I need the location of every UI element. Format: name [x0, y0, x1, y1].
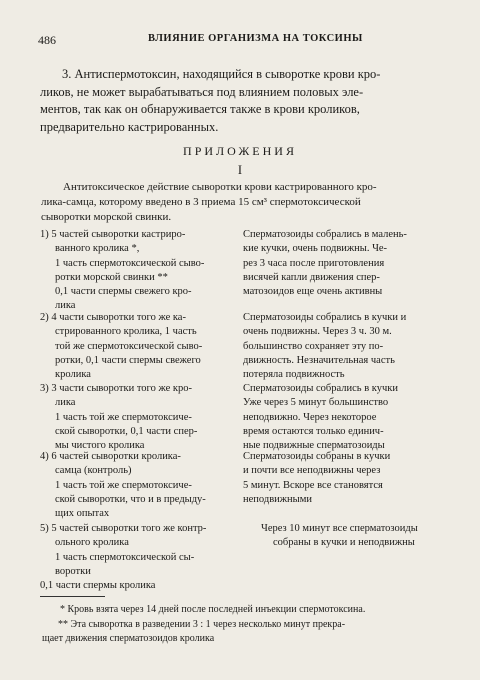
condition-line: той же спермотоксической сыво- [55, 340, 203, 352]
condition-line: ротки морской свинки ** [55, 271, 168, 283]
paragraph-line: ликов, не может вырабатываться под влиянием половых эле- [40, 84, 364, 99]
experiment-3-result [243, 382, 453, 453]
result-line: Через 10 минут все сперматозоиды [261, 523, 418, 534]
paragraph-line: 3. Антиспермотоксин, находящийся в сыворотке крови кро- [62, 67, 381, 81]
condition-line: 0,1 части спермы свежего кро- [55, 286, 192, 298]
experiment-4-result [243, 450, 453, 507]
condition-line: ванного кролика *, [55, 243, 140, 255]
condition-line: самца (контроль) [55, 465, 132, 477]
page-number: 486 [38, 33, 56, 47]
condition-line: воротки [55, 565, 91, 577]
result-line: собраны в кучки и неподвижны [273, 537, 415, 549]
result-line: очень подвижны. Через 3 ч. 30 м. [243, 326, 392, 338]
condition-line: кролика [55, 369, 91, 381]
caption-line: Антитоксическое действие сыворотки крови кастрированного кро- [63, 181, 377, 193]
condition-line: ской сыворотки, 0,1 части спер- [55, 425, 198, 437]
condition-line: 1 часть спермотоксической сы- [55, 551, 195, 563]
result-line: рез 3 часа после приготовления [243, 257, 385, 269]
condition-line: 4) 6 частей сыворотки кролика- [40, 451, 181, 462]
paragraph-line: ментов, так как он обнаруживается также в крови кроликов, [40, 102, 360, 116]
condition-line: ольного кролика [55, 537, 129, 549]
condition-line: лика [55, 397, 76, 409]
result-line: Сперматозоиды собрались в кучки [243, 383, 398, 394]
experiment-2-conditions [40, 311, 235, 382]
condition-line: ротки, 0,1 части спермы свежего [55, 354, 201, 366]
condition-line: 1 часть той же спермотоксиче- [55, 479, 192, 491]
condition-line: 0,1 части спермы кролика [40, 580, 156, 592]
result-line: неподвижно. Через некоторое [243, 411, 377, 423]
condition-line: 1) 5 частей сыворотки кастриро- [40, 229, 186, 240]
condition-line: лика [55, 300, 76, 312]
result-line: 5 минут. Вскоре все становятся [243, 479, 383, 491]
experiment-4-conditions [40, 450, 235, 521]
condition-line: мы чистого кролика [55, 440, 145, 452]
condition-line: ской сыворотки, что и в предыду- [55, 493, 206, 505]
footnote-2: ** Эта сыворотка в разведении 3 : 1 через несколько минут прекра- [58, 619, 346, 630]
running-header: ВЛИЯНИЕ ОРГАНИЗМА НА ТОКСИНЫ [148, 33, 363, 44]
condition-line: 2) 4 части сыворотки того же ка- [40, 312, 186, 323]
condition-line: 5) 5 частей сыворотки того же контр- [40, 523, 207, 534]
experiment-3-conditions [40, 382, 235, 453]
result-line: неподвижными [243, 493, 312, 505]
experiment-1-conditions [40, 228, 235, 314]
condition-line: щих опытах [55, 508, 110, 520]
result-line: висячей капли движения спер- [243, 271, 380, 283]
appendix-heading: ПРИЛОЖЕНИЯ [183, 144, 297, 158]
condition-line: 3) 3 части сыворотки того же кро- [40, 383, 192, 394]
condition-line: 1 часть спермотоксической сыво- [55, 257, 205, 269]
result-line: большинство сохраняет эту по- [243, 340, 384, 352]
appendix-section-number: I [237, 163, 243, 177]
experiment-1-result [243, 228, 453, 299]
result-line: Уже через 5 минут большинство [243, 397, 389, 409]
conclusion-paragraph [40, 66, 445, 136]
result-line: кие кучки, очень подвижны. Че- [243, 243, 388, 255]
result-line: время остаются только единич- [243, 425, 384, 437]
experiment-2-result [243, 311, 453, 382]
footnote-divider [40, 596, 105, 597]
result-line: и почти все неподвижны через [243, 465, 381, 477]
footnote-2-continued: щает движения сперматозоидов кролика [42, 633, 215, 644]
result-line: матозоидов еще очень активны [243, 286, 383, 298]
caption-line: сыворотки морской свинки. [41, 211, 172, 223]
result-line: движность. Незначительная часть [243, 354, 395, 366]
result-line: Сперматозоиды собраны в кучки [243, 451, 391, 462]
condition-line: 1 часть той же спермотоксиче- [55, 411, 192, 423]
result-line: ные подвижные сперматозоиды [243, 440, 385, 452]
condition-line: стрированного кролика, 1 часть [55, 326, 197, 338]
experiment-caption [41, 180, 443, 225]
result-line: Сперматозоиды собрались в малень- [243, 229, 407, 240]
footnote-1: * Кровь взята через 14 дней после последней инъекции спермотоксина. [60, 604, 366, 615]
result-line: потеряла подвижность [243, 369, 345, 381]
experiment-5-result [243, 522, 453, 551]
caption-line: лика-самца, которому введено в 3 приема 15 см³ спермотоксической [41, 196, 361, 208]
experiment-5-conditions [40, 522, 235, 593]
paragraph-line: предварительно кастрированных. [40, 119, 219, 134]
result-line: Сперматозоиды собрались в кучки и [243, 312, 407, 323]
